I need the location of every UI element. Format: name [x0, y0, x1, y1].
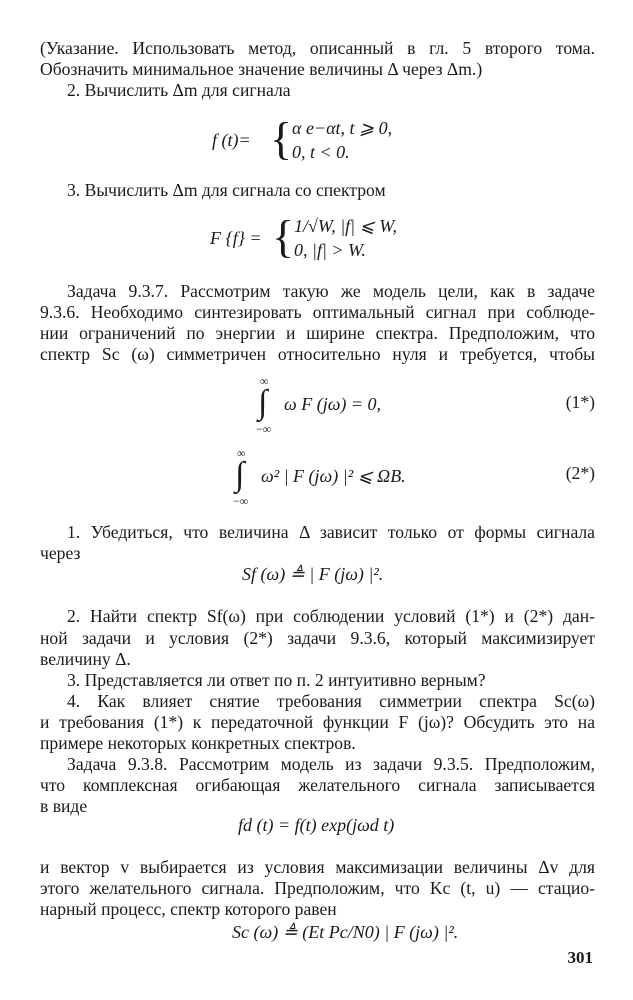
formula-case: 0, |f| > W.: [294, 240, 366, 260]
text-line: Задача 9.3.8. Рассмотрим модель из задачи 9.3.5. Предположим,: [67, 754, 595, 774]
equation-4: fd (t) = f(t) exp(jωd t): [238, 815, 395, 835]
integral-sign: ∫: [235, 456, 245, 493]
text-line: 4. Как влияет снятие требования симметрии спектра Sc(ω): [67, 691, 595, 711]
lower-limit: −∞: [256, 422, 272, 436]
text-line: примере некоторых конкретных спектров.: [40, 733, 356, 753]
formula-lhs: F {f} =: [210, 228, 262, 248]
text-line: спектр Sc (ω) симметричен относительно нуля и требуется, чтобы: [40, 344, 595, 364]
text-line: и вектор v выбирается из условия максимизации величины Δv для: [40, 857, 595, 877]
equation-1: [258, 374, 558, 434]
text-line: и требования (1*) к передаточной функции F (jω)? Обсудить это на: [40, 712, 595, 732]
formula-case: 1/√W, |f| ⩽ W,: [294, 216, 398, 236]
formula-case: α e−αt, t ⩾ 0,: [292, 118, 393, 138]
equation-number: (1*): [565, 392, 595, 412]
equation-body: ω² | F (jω) |² ⩽ ΩB.: [261, 466, 406, 486]
equation-number: (2*): [565, 463, 595, 483]
text-line: что комплексная огибающая желательного сигнала записывается: [40, 775, 595, 795]
text-line: 9.3.6. Необходимо синтезировать оптимальный сигнал при соблюде-: [40, 302, 595, 322]
equation-3: Sf (ω) ≜ | F (jω) |².: [242, 564, 384, 584]
text-line: Задача 9.3.7. Рассмотрим такую же модель цели, как в задаче: [67, 281, 595, 301]
formula-lhs: f (t)=: [212, 130, 251, 150]
text-line: 3. Представляется ли ответ по п. 2 интуитивно верным?: [67, 670, 486, 690]
formula-case: 0, t < 0.: [292, 142, 350, 162]
text-line: 1. Убедиться, что величина Δ зависит только от формы сигнала: [67, 522, 595, 542]
text-line: в виде: [40, 796, 88, 816]
text-line: 3. Вычислить Δm для сигнала со спектром: [67, 180, 386, 200]
text-line: Обозначить минимальное значение величины Δ через Δm.): [40, 59, 483, 79]
text-line: (Указание. Использовать метод, описанный в гл. 5 второго тома.: [40, 38, 595, 58]
brace: {: [270, 113, 293, 164]
text-line: нии ограничений по энергии и ширине спектра. Предположим, что: [40, 323, 595, 343]
text-line: ной задачи и условия (2*) задачи 9.3.6, который максимизирует: [40, 628, 595, 648]
page-number: 301: [567, 948, 593, 967]
upper-limit: ∞: [237, 446, 246, 460]
text-line: нарный процесс, спектр которого равен: [40, 899, 337, 919]
equation-5: Sc (ω) ≜ (Et Pc/N0) | F (jω) |².: [232, 922, 459, 942]
text-line: этого желательного сигнала. Предположим, что Kc (t, u) — стацио-: [40, 878, 595, 898]
text-line: через: [40, 543, 81, 563]
upper-limit: ∞: [260, 374, 269, 388]
lower-limit: −∞: [233, 494, 249, 508]
equation-body: ω F (jω) = 0,: [284, 394, 382, 414]
text-line: 2. Найти спектр Sf(ω) при соблюдении условий (1*) и (2*) дан-: [67, 606, 595, 626]
integral-sign: ∫: [258, 384, 268, 421]
equation-2: [235, 446, 555, 506]
text-line: величину Δ.: [40, 649, 131, 669]
brace: {: [272, 211, 295, 262]
text-line: 2. Вычислить Δm для сигнала: [67, 80, 291, 100]
